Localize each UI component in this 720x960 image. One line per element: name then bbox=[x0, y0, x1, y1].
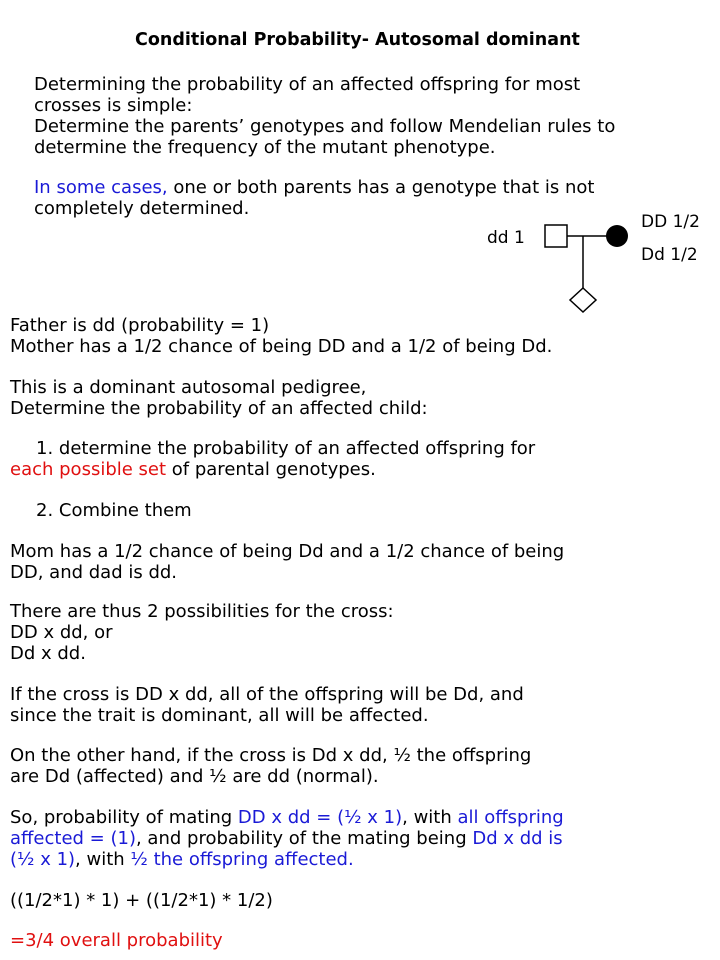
page-title: Conditional Probability- Autosomal dominant bbox=[135, 30, 580, 50]
summary-text: , and probability of the mating being bbox=[135, 828, 473, 849]
offspring-diamond bbox=[570, 288, 596, 312]
summary-text: , with bbox=[75, 849, 131, 870]
formula: ((1/2*1) * 1) + ((1/2*1) * 1/2) bbox=[10, 890, 273, 911]
intro-case-text: one or both parents has a genotype that is not bbox=[167, 177, 595, 198]
intro-line: crosses is simple: bbox=[34, 95, 193, 116]
intro-line: Determine the parents’ genotypes and follow Mendelian rules to bbox=[34, 116, 616, 137]
result: =3/4 overall probability bbox=[10, 930, 223, 951]
step-one-highlight: each possible set bbox=[10, 459, 167, 480]
body-line: Mother has a 1/2 chance of being DD and a 1/2 of being Dd. bbox=[10, 336, 553, 357]
body-line: On the other hand, if the cross is Dd x dd, ½ the offspring bbox=[10, 745, 532, 766]
summary-highlight: Dd x dd is bbox=[472, 828, 563, 849]
step-one-continued bbox=[10, 459, 376, 480]
intro-line: determine the frequency of the mutant phenotype. bbox=[34, 137, 496, 158]
summary-line bbox=[10, 849, 354, 870]
summary-highlight: (½ x 1) bbox=[10, 849, 76, 870]
summary-highlight: affected = (1) bbox=[10, 828, 136, 849]
body-line: This is a dominant autosomal pedigree, bbox=[10, 377, 367, 398]
intro-case-highlight: In some cases, bbox=[34, 177, 168, 198]
body-line: DD x dd, or bbox=[10, 622, 113, 643]
body-line: Dd x dd. bbox=[10, 643, 86, 664]
summary-highlight: DD x dd = (½ x 1) bbox=[237, 807, 403, 828]
father-square bbox=[545, 225, 567, 247]
summary-line bbox=[10, 828, 563, 849]
body-line: If the cross is DD x dd, all of the offspring will be Dd, and bbox=[10, 684, 524, 705]
father-genotype-label: dd 1 bbox=[487, 228, 525, 248]
intro-case-line: completely determined. bbox=[34, 198, 250, 219]
step-one-text: of parental genotypes. bbox=[166, 459, 376, 480]
body-line: Mom has a 1/2 chance of being Dd and a 1/2 chance of being bbox=[10, 541, 565, 562]
intro-line: Determining the probability of an affected offspring for most bbox=[34, 74, 581, 95]
summary-line bbox=[10, 807, 564, 828]
body-line: There are thus 2 possibilities for the cross: bbox=[10, 601, 394, 622]
summary-highlight: ½ the offspring affected. bbox=[130, 849, 354, 870]
body-line: Determine the probability of an affected child: bbox=[10, 398, 428, 419]
step-two: 2. Combine them bbox=[36, 500, 192, 521]
mother-genotype-label-dd-het: Dd 1/2 bbox=[641, 245, 698, 265]
summary-highlight: all offspring bbox=[457, 807, 564, 828]
body-line: DD, and dad is dd. bbox=[10, 562, 178, 583]
body-line: are Dd (affected) and ½ are dd (normal). bbox=[10, 766, 379, 787]
step-one: 1. determine the probability of an affected offspring for bbox=[36, 438, 536, 459]
summary-text: , with bbox=[402, 807, 458, 828]
mother-circle-affected bbox=[606, 225, 628, 247]
body-line: Father is dd (probability = 1) bbox=[10, 315, 270, 336]
summary-text: So, probability of mating bbox=[10, 807, 238, 828]
body-line: since the trait is dominant, all will be affected. bbox=[10, 705, 429, 726]
mother-genotype-label-dd: DD 1/2 bbox=[641, 212, 700, 232]
